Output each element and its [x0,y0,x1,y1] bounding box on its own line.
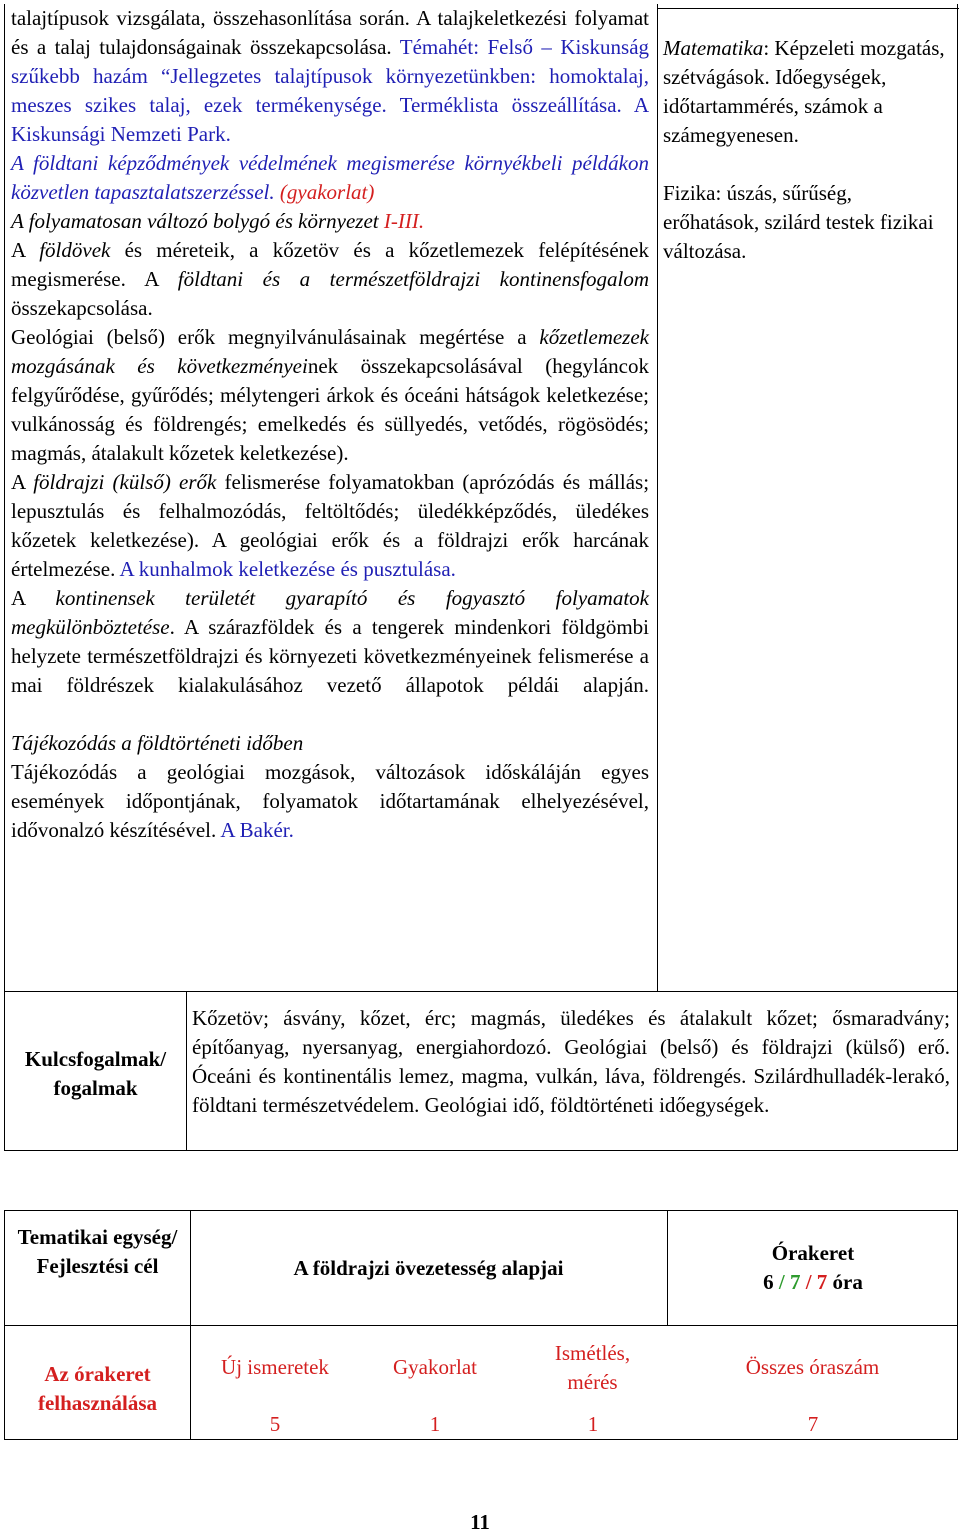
page-number: 11 [470,1510,490,1534]
heading-planet-range: I-III. [383,209,425,233]
text-practice: (gyakorlat) [279,180,375,204]
text-protection: A földtani képződmények védelmének megismerése környékbeli példákon közvetlen tapasztalatszerzéssel. [11,151,649,204]
content-table [4,4,958,992]
text-fragment: földrajzi (külső) erők [33,470,217,494]
link-physics: Fizika: úszás, sűrűség, erőhatások, szilárd testek fizikai változása. [663,181,934,263]
text-fragment: : Képzeleti mozgatás, szétvágások. Időegységek, időtartammérés, számok a számegyenesen. [663,36,945,147]
text-fragment: Tájékozódás a geológiai mozgások, változások időskáláján egyes események időpontjának, folyamatok időtartamának elhelyezésével, idővonalzó készítésével. [11,760,649,842]
paragraph-timeline [11,758,649,845]
paragraph-heading-planet [11,207,649,236]
hours-2: 7 [789,1270,801,1294]
col-review: Ismétlés, mérés [554,1341,631,1394]
unit-label: Tematikai egység/ Fejlesztési cél [17,1225,178,1278]
text-fragment: Geológiai (belső) erők megnyilvánulásainak megértése a [11,325,527,349]
hours-unit: óra [827,1270,863,1294]
concepts-text: Kőzetöv; ásvány, kőzet, érc; magmás, üledékes és átalakult kőzet; ősmaradvány; építőanyag, nyersanyag, energiahordozó. Geológiai (belső) és földrajzi (külső) erő. Óceáni és kontinentális lemez, magma, vulkán, láva, földrengés. Szilárdhulladék-lerakó, földtani természetvédelem. Geológiai idő, földtörténeti időegységek. [192,1006,950,1117]
text-fragment: nek összekapcsolásával (hegyláncok felgyűrődése, gyűrődés; mélytengeri árkok és óceáni hátságok keletkezése; vulkánosság és földrengés; emelkedés és süllyedés, vetődés, rögösödés; magmás, átalakult kőzetek keletkezése). [11,354,649,465]
usage-label: Az órakeret felhasználása [37,1362,157,1415]
val-practice: 1 [429,1412,441,1436]
column-divider [190,1211,191,1439]
unit-title: A földrajzi övezetesség alapjai [293,1256,564,1280]
main-text-column [11,4,649,845]
text-fragment: felismerése folyamatokban (aprózódás és mállás; lepusztulás és felhalmozódás, feltöltődés; üledékképződés, üledékes kőzetek keletkezése). A geológiai erők és a földrajzi erők harcának értelmezése. [11,470,650,581]
text-fragment: és méreteik, a kőzetöv és a kőzetlemezek felépítésének megismerése. A [11,238,649,291]
text-soil: talajtípusok vizsgálata, összehasonlítása során. A talajkeletkezési folyamat és a talaj tulajdonságainak összekapcsolása. [11,6,649,59]
text-fragment: összekapcsolása. [11,296,153,320]
unit-table [4,1210,958,1440]
text-fragment: A [11,470,26,494]
link-math [663,34,953,150]
text-fragment: földtani és a természetföldrajzi kontinensfogalom [177,267,649,291]
text-fragment: kontinensek területét gyarapító és fogyasztó folyamatok megkülönböztetése [11,586,649,639]
paragraph-protection [11,149,649,207]
col-total: Összes óraszám [745,1355,880,1379]
text-fragment: A kunhalmok keletkezése és pusztulása. [119,557,456,581]
paragraph-soil [11,4,649,149]
paragraph-external-forces [11,468,649,584]
val-new-knowledge: 5 [269,1412,281,1436]
col-practice: Gyakorlat [393,1355,477,1379]
heading-time: Tájékozódás a földtörténeti időben [11,731,304,755]
column-divider [657,4,658,991]
paragraph-continents [11,584,649,700]
hours-cell [667,1239,959,1297]
concepts-label: Kulcsfogalmak/ fogalmak [24,1047,167,1100]
separator: / [773,1270,790,1294]
concepts-table [4,992,958,1151]
column-divider [186,992,187,1150]
paragraph-geological-forces [11,323,649,468]
val-review: 1 [587,1412,599,1436]
text-fragment: . A szárazföldek és a tengerek mindenkori földgömbi helyzete természetföldrajzi és környezeti következményeinek felismerése a mai földrészek kialakulásához vezető állapotok példái alapján. [11,615,649,697]
hours-label: Órakeret [771,1241,855,1265]
heading-planet: A folyamatosan változó bolygó és környezet [11,209,379,233]
text-theme-week: Témahét: Felső – Kiskunság szűkebb hazám “Jellegzetes talajtípusok környezetünkben: homoktalaj, meszes szikes talaj, ezek termékenysége. Terméklista összeállítása. A Kiskunsági Nemzeti Park. [11,35,650,146]
hours-value [667,1268,959,1297]
separator: / [800,1270,817,1294]
val-total: 7 [807,1412,819,1436]
row-divider [5,1325,957,1326]
paragraph-zones [11,236,649,323]
links-column [663,34,953,266]
text-fragment: A Bakér. [220,818,294,842]
paragraph-heading-time [11,729,649,758]
text-fragment: Matematika [663,36,764,60]
text-fragment: kőzetlemezek mozgásának és következményei [11,325,649,378]
col-new-knowledge: Új ismeretek [221,1355,329,1379]
text-fragment: A [11,238,26,262]
hours-1: 6 [763,1270,774,1294]
text-fragment: földövek [39,238,111,262]
hours-3: 7 [816,1270,828,1294]
row-divider [657,8,959,9]
text-fragment: A [11,586,26,610]
